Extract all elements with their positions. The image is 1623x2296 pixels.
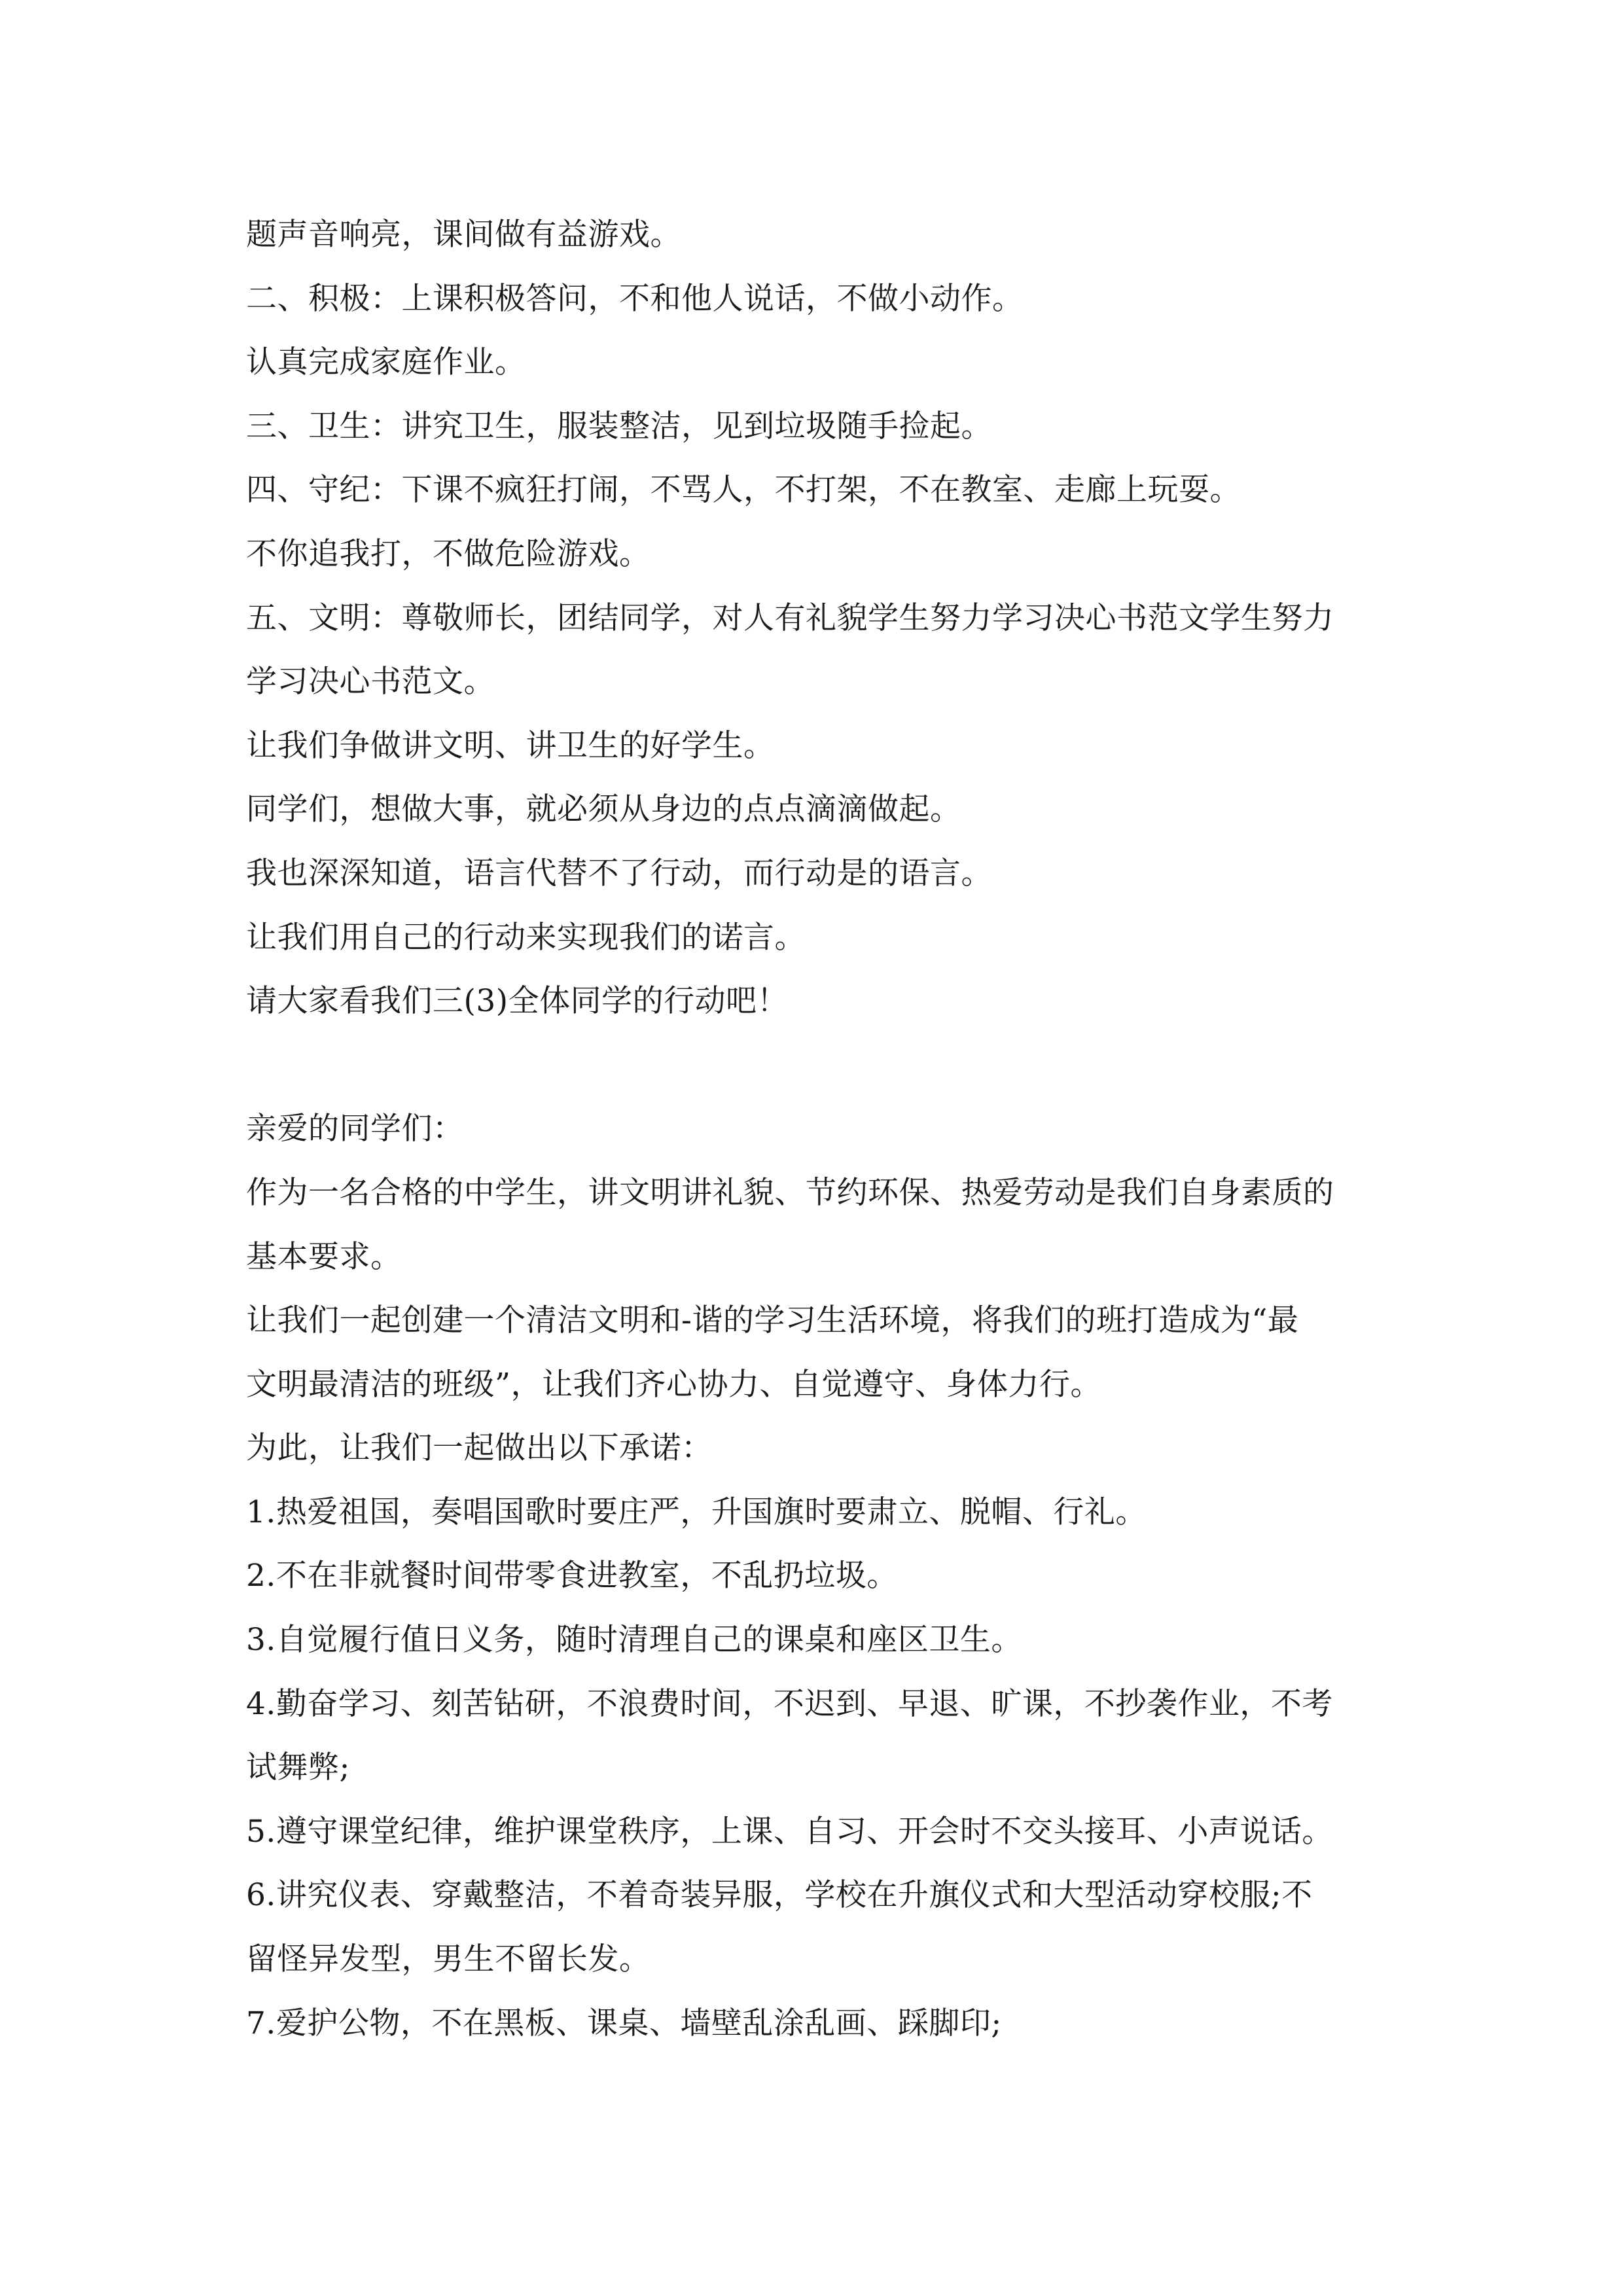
text-line: 请大家看我们三(3)全体同学的行动吧！: [246, 983, 789, 1020]
list-item: 6.讲究仪表、穿戴整洁，不着奇装异服，学校在升旗仪式和大型活动穿校服;不: [246, 1877, 1313, 1914]
text-line: 让我们一起创建一个清洁文明和-谐的学习生活环境，将我们的班打造成为“最: [246, 1302, 1299, 1339]
text-line: 我也深深知道，语言代替不了行动，而行动是的语言。: [246, 855, 992, 891]
list-item-continued: 试舞弊;: [246, 1749, 350, 1786]
text-line: 题声音响亮，课间做有益游戏。: [246, 217, 681, 253]
text-line: 学习决心书范文。: [246, 664, 495, 700]
list-item: 2.不在非就餐时间带零食进教室，不乱扔垃圾。: [246, 1558, 898, 1594]
text-line: 文明最清洁的班级”，让我们齐心协力、自觉遵守、身体力行。: [246, 1366, 1102, 1403]
section-spacer: [246, 1033, 1398, 1098]
list-item: 4.勤奋学习、刻苦钻研，不浪费时间，不迟到、早退、旷课，不抄袭作业，不考: [246, 1685, 1333, 1722]
text-line: 基本要求。: [246, 1238, 402, 1275]
list-item: 5.遵守课堂纪律，维护课堂秩序，上课、自习、开会时不交头接耳、小声说话。: [246, 1813, 1333, 1850]
list-item: 1.热爱祖国，奏唱国歌时要庄严，升国旗时要肃立、脱帽、行礼。: [246, 1494, 1147, 1530]
text-line: 同学们，想做大事，就必须从身边的点点滴滴做起。: [246, 791, 961, 828]
section-pledge-continued: [246, 203, 1398, 1033]
text-line: 让我们争做讲文明、讲卫生的好学生。: [246, 727, 775, 764]
text-line: 二、积极：上课积极答问，不和他人说话，不做小动作。: [246, 280, 1024, 317]
text-line: 四、守纪：下课不疯狂打闹，不骂人，不打架，不在教室、走廊上玩耍。: [246, 472, 1241, 509]
salutation: 亲爱的同学们：: [246, 1111, 464, 1147]
text-line: 为此，让我们一起做出以下承诺：: [246, 1430, 713, 1467]
text-line: 认真完成家庭作业。: [246, 344, 526, 381]
text-line: 作为一名合格的中学生，讲文明讲礼貌、节约环保、热爱劳动是我们自身素质的: [246, 1174, 1334, 1211]
text-line: 让我们用自己的行动来实现我们的诺言。: [246, 919, 806, 956]
document-body: [246, 203, 1398, 2055]
text-line: 三、卫生：讲究卫生，服装整洁，见到垃圾随手捡起。: [246, 408, 992, 444]
text-line: 不你追我打，不做危险游戏。: [246, 535, 651, 572]
list-item-continued: 留怪异发型，男生不留长发。: [246, 1941, 651, 1978]
section-class-pledge: [246, 1097, 1398, 2055]
list-item: 3.自觉履行值日义务，随时清理自己的课桌和座区卫生。: [246, 1622, 1022, 1659]
text-line: 五、文明：尊敬师长，团结同学，对人有礼貌学生努力学习决心书范文学生努力: [246, 600, 1334, 636]
list-item: 7.爱护公物，不在黑板、课桌、墙壁乱涂乱画、踩脚印;: [246, 2005, 1002, 2041]
